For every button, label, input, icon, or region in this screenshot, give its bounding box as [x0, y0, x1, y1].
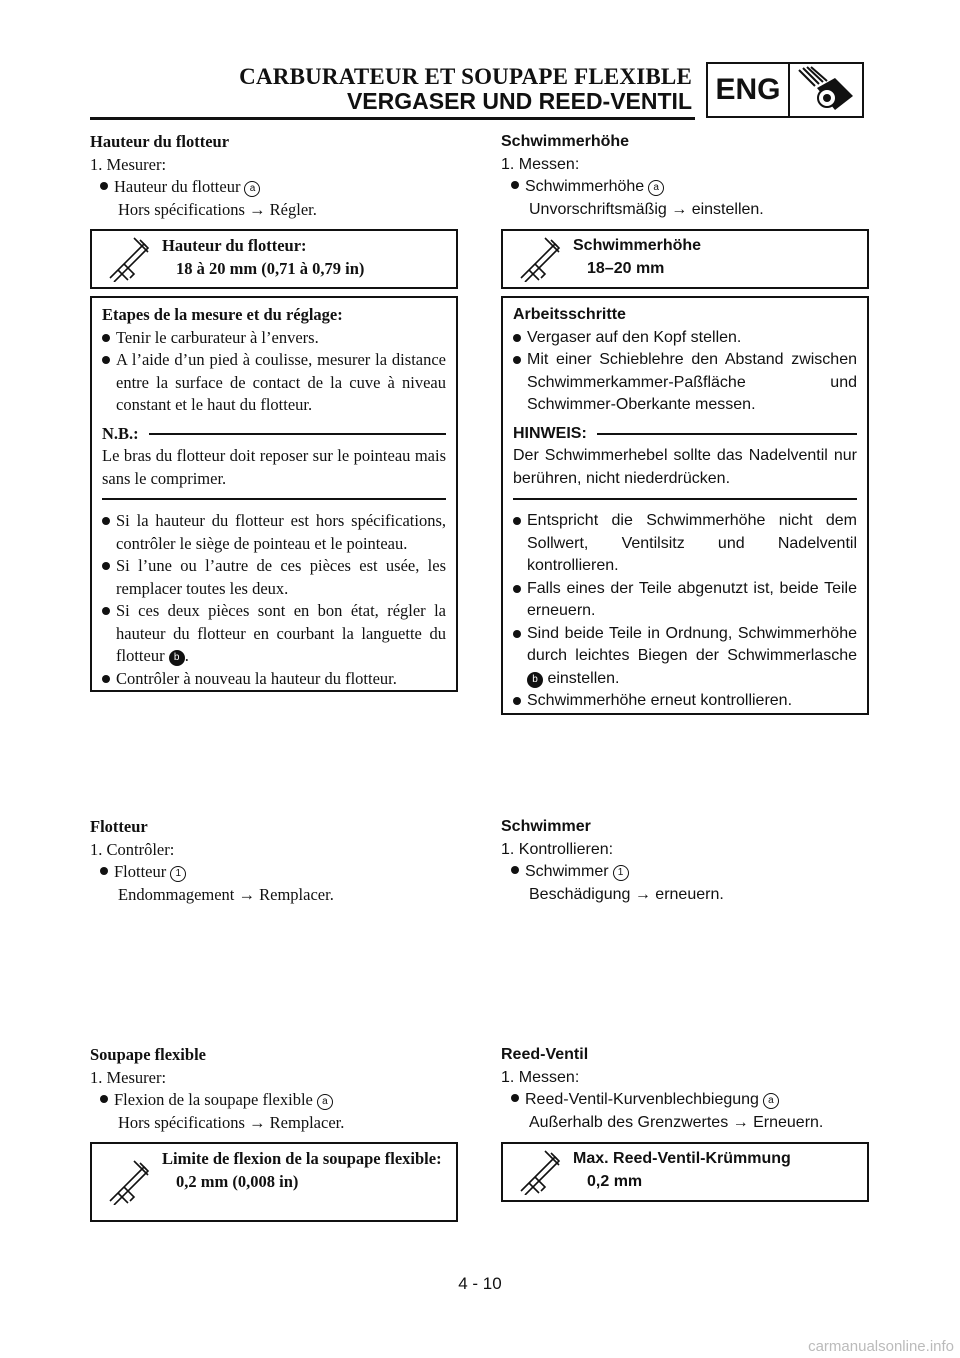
section-badge — [706, 62, 864, 118]
de-float-height-heading: Schwimmerhöhe — [501, 133, 630, 150]
fr-reed-step: 1. Mesurer: — [90, 1067, 167, 1087]
divider — [513, 498, 857, 500]
eng-badge-label: ENG — [708, 64, 790, 116]
de-reed-heading: Reed-Ventil — [501, 1046, 589, 1063]
de-float-item: Schwimmer 1 — [501, 861, 869, 884]
fr-float-height-spec-label: Hauteur du flotteur: — [162, 236, 307, 255]
de-float-height-spec-label: Schwimmerhöhe — [573, 237, 702, 254]
de-reed-step: 1. Messen: — [501, 1068, 580, 1086]
de-float-heading: Schwimmer — [501, 818, 591, 835]
de-procedure-box — [501, 296, 869, 715]
de-section-float — [501, 816, 869, 906]
de-float-height-step: 1. Messen: — [501, 155, 580, 173]
list-item: Schwimmerhöhe erneut kontrollieren. — [513, 690, 857, 713]
de-reed-spec-value: 0,2 mm — [587, 1172, 643, 1190]
mark-a-icon: a — [317, 1094, 333, 1110]
list-item: Entspricht die Schwimmerhöhe nicht dem Sollwert, Ventilsitz und Nadelventil kontrollieren. — [513, 510, 857, 578]
fr-reed-action: Hors spécifications → Remplacer. — [118, 1112, 345, 1132]
fr-section-float-height — [90, 131, 458, 221]
de-reed-spec-label: Max. Reed-Ventil-Krümmung — [573, 1150, 791, 1167]
bullet-icon — [513, 630, 521, 638]
list-item: Tenir le carburateur à l’envers. — [102, 327, 446, 350]
de-procedure-heading: Arbeitsschritte — [513, 306, 626, 323]
fr-float-heading: Flotteur — [90, 817, 148, 836]
bullet-icon — [100, 1095, 108, 1103]
list-item: Si la hauteur du flotteur est hors spécifications, contrôler le siège de pointeau et le pointeau. — [102, 510, 446, 555]
fr-reed-spec-label: Limite de flexion de la soupape flexible: — [162, 1149, 442, 1168]
list-item: Falls eines der Teile abgenutzt ist, beide Teile erneuern. — [513, 578, 857, 623]
de-float-height-spec-box — [501, 229, 869, 289]
carburetor-tool-icon — [790, 64, 862, 116]
bullet-icon — [513, 517, 521, 525]
mark-1-icon: 1 — [170, 866, 186, 882]
de-float-height-item: Schwimmerhöhe a — [501, 176, 869, 199]
fr-float-height-spec-box — [90, 229, 458, 289]
mark-b-icon: b — [527, 672, 543, 688]
mark-a-icon: a — [648, 180, 664, 196]
divider — [102, 498, 446, 500]
fr-float-item: Flotteur 1 — [90, 861, 458, 884]
list-item: Si ces deux pièces sont en bon état, régler la hauteur du flotteur en courbant la languette du flotteur b . — [102, 600, 446, 668]
bullet-icon — [102, 675, 110, 683]
fr-procedure-box — [90, 296, 458, 692]
bullet-icon — [102, 517, 110, 525]
bullet-icon — [102, 607, 110, 615]
bullet-icon — [102, 356, 110, 364]
list-item: Si l’une ou l’autre de ces pièces est usée, les remplacer toutes les deux. — [102, 555, 446, 600]
bullet-icon — [102, 562, 110, 570]
fr-note-text: Le bras du flotteur doit reposer sur le pointeau mais sans le comprimer. — [102, 446, 446, 488]
fr-section-float — [90, 816, 458, 906]
bullet-icon — [513, 334, 521, 342]
caliper-icon — [503, 1144, 573, 1200]
fr-float-height-item: Hauteur du flotteur a — [90, 176, 458, 199]
de-float-height-action: Unvorschriftsmäßig → einstellen. — [529, 200, 764, 218]
list-item: Contrôler à nouveau la hauteur du flotteur. — [102, 668, 446, 691]
de-reed-spec-box — [501, 1142, 869, 1202]
bullet-icon — [100, 182, 108, 190]
fr-reed-item: Flexion de la soupape flexible a — [90, 1089, 458, 1112]
caliper-icon — [92, 231, 162, 287]
de-note-text: Der Schwimmerhebel sollte das Nadelventil nur berühren, nicht niederdrücken. — [513, 447, 857, 487]
caliper-icon — [92, 1144, 162, 1220]
watermark: carmanualsonline.info — [808, 1338, 954, 1355]
header-rule — [90, 117, 695, 120]
bullet-icon — [511, 181, 519, 189]
mark-a-icon: a — [244, 181, 260, 197]
list-item: Sind beide Teile in Ordnung, Schwimmerhöhe durch leichtes Biegen der Schwimmerlasche b einstellen. — [513, 623, 857, 691]
de-reed-action: Außerhalb des Grenzwertes → Erneuern. — [529, 1113, 824, 1131]
page-number: 4 - 10 — [458, 1274, 502, 1293]
fr-reed-spec-value: 0,2 mm (0,008 in) — [176, 1171, 299, 1191]
de-section-float-height — [501, 131, 869, 221]
bullet-icon — [100, 867, 108, 875]
fr-float-step: 1. Contrôler: — [90, 839, 175, 859]
header-title-fr: CARBURATEUR ET SOUPAPE FLEXIBLE — [239, 64, 692, 89]
de-float-height-spec-value: 18–20 mm — [587, 259, 665, 277]
de-reed-item: Reed-Ventil-Kurvenblechbiegung a — [501, 1089, 869, 1112]
list-item: Mit einer Schieblehre den Abstand zwischen Schwimmerkammer-Paßfläche und Schwimmer-Oberkante messen. — [513, 349, 857, 417]
mark-1-icon: 1 — [613, 865, 629, 881]
fr-float-height-step: 1. Mesurer: — [90, 154, 167, 174]
mark-a-icon: a — [763, 1093, 779, 1109]
bullet-icon — [511, 1094, 519, 1102]
de-float-action: Beschädigung → erneuern. — [529, 885, 724, 903]
fr-float-height-spec-value: 18 à 20 mm (0,71 à 0,79 in) — [176, 258, 365, 278]
fr-float-height-action: Hors spécifications → Régler. — [118, 199, 317, 219]
fr-float-height-heading: Hauteur du flotteur — [90, 132, 230, 151]
fr-procedure-heading: Etapes de la mesure et du réglage: — [102, 305, 343, 324]
fr-note-heading: N.B.: — [102, 423, 446, 446]
mark-b-icon: b — [169, 650, 185, 666]
bullet-icon — [513, 697, 521, 705]
fr-reed-spec-box — [90, 1142, 458, 1222]
list-item: A l’aide d’un pied à coulisse, mesurer la distance entre la surface de contact de la cuve à niveau constant et le haut du flotteur. — [102, 349, 446, 417]
de-note-heading: HINWEIS: — [513, 423, 857, 446]
de-section-reed-valve — [501, 1044, 869, 1134]
fr-section-reed-valve — [90, 1044, 458, 1134]
header-title-de: VERGASER UND REED-VENTIL — [346, 88, 692, 114]
bullet-icon — [511, 866, 519, 874]
bullet-icon — [513, 356, 521, 364]
bullet-icon — [513, 585, 521, 593]
de-float-step: 1. Kontrollieren: — [501, 840, 614, 858]
bullet-icon — [102, 334, 110, 342]
fr-float-action: Endommagement → Remplacer. — [118, 884, 334, 904]
caliper-icon — [503, 231, 573, 287]
fr-reed-heading: Soupape flexible — [90, 1045, 206, 1064]
list-item: Vergaser auf den Kopf stellen. — [513, 327, 857, 350]
